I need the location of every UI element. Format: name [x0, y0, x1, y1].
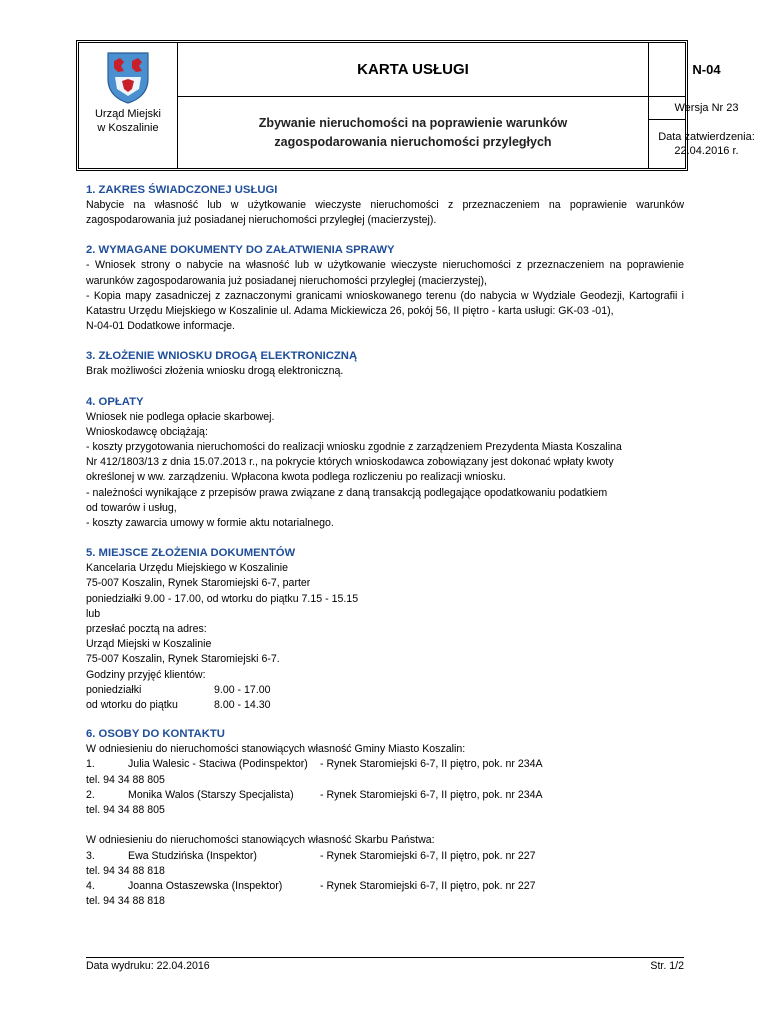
section-contacts	[86, 727, 684, 909]
contact-name: Joanna Ostaszewska (Inspektor)	[128, 879, 283, 892]
contact-address: - Rynek Staromiejski 6-7, II piętro, pok. nr 227	[320, 879, 536, 892]
coat-of-arms	[79, 43, 177, 168]
contact-row	[86, 879, 684, 894]
contact-name: Julia Walesic - Staciwa (Podinspektor)	[128, 758, 308, 771]
text-line: - należności wynikające z przepisów prawa związane z daną transakcją podlegające opodatkowaniu podatkiem	[86, 486, 608, 499]
section-heading: 1. ZAKRES ŚWIADCZONEJ USŁUGI	[86, 184, 278, 196]
contact-phone: tel. 94 34 88 805	[86, 804, 165, 817]
contacts-intro: W odniesieniu do nieruchomości stanowiących własność Gminy Miasto Koszalin:	[86, 743, 466, 756]
text-line: Nr 412/1803/13 z dnia 15.07.2013 r., na pokrycie których wnioskodawca zobowiązany jest dokonać wpłaty kwoty	[86, 456, 614, 469]
approval-date: 22.04.2016 r.	[674, 145, 739, 157]
contact-name: Monika Walos (Starszy Specjalista)	[128, 788, 294, 801]
office-name-line2: w Koszalinie	[97, 122, 159, 134]
text-line: lub	[86, 607, 101, 620]
card-code: N-04	[692, 62, 721, 77]
text-line: Wnioskodawcę obciążają:	[86, 425, 208, 438]
contact-row	[86, 849, 684, 864]
text-line: 75-007 Koszalin, Rynek Staromiejski 6-7.	[86, 653, 280, 666]
service-title	[178, 97, 648, 168]
text-line: - koszty zawarcia umowy w formie aktu notarialnego.	[86, 517, 334, 530]
contact-number: 4.	[86, 879, 95, 892]
text-line: Kancelaria Urzędu Miejskiego w Koszalinie	[86, 562, 288, 575]
contact-phone: tel. 94 34 88 805	[86, 773, 165, 786]
section-heading: 5. MIEJSCE ZŁOŻENIA DOKUMENTÓW	[86, 547, 296, 560]
approval-label: Data zatwierdzenia:	[658, 131, 755, 143]
contact-number: 2.	[86, 788, 95, 801]
hours-time: 9.00 - 17.00	[214, 683, 271, 696]
section-submission-place	[86, 546, 684, 713]
office-name-line1: Urząd Miejski	[94, 108, 161, 120]
list-item: N-04-01 Dodatkowe informacje.	[86, 320, 235, 333]
page-footer	[86, 960, 684, 972]
section-heading: 2. WYMAGANE DOKUMENTY DO ZAŁATWIENIA SPRAWY	[86, 244, 395, 257]
hours-time: 8.00 - 14.30	[214, 699, 271, 712]
section-text: Nabycie na własność lub w użytkowanie wieczyste nieruchomości z przeznaczeniem na poprawienie warunków zagospodarowania już posiadanej nieruchomości przyległej (macierzystej).	[86, 199, 684, 227]
contact-phone: tel. 94 34 88 818	[86, 864, 165, 877]
text-line: Wniosek nie podlega opłacie skarbowej.	[86, 410, 275, 423]
text-line: przesłać pocztą na adres:	[86, 623, 207, 636]
section-heading: 4. OPŁATY	[86, 395, 144, 408]
hours-day: poniedziałki	[86, 683, 142, 696]
card-title: KARTA USŁUGI	[357, 61, 469, 78]
service-title-line1: Zbywanie nieruchomości na poprawienie warunków	[258, 115, 568, 130]
contacts-intro: W odniesieniu do nieruchomości stanowiących własność Skarbu Państwa:	[86, 834, 435, 847]
contact-address: - Rynek Staromiejski 6-7, II piętro, pok. nr 234A	[320, 758, 543, 771]
contact-row	[86, 757, 684, 772]
service-title-line2: zagospodarowania nieruchomości przyległych	[274, 134, 552, 149]
list-item: - Kopia mapy zasadniczej z zaznaczonymi granicami wnioskowanego terenu (do nabycia w Wydziale Geodezji, Kartografii i Katastru Urzędu Miejskiego w Koszalinie ul. Adama Mickiewicza 26, pokój 56, II piętro - karta usługi: GK-03 -01),	[86, 289, 684, 318]
text-line: Godziny przyjęć klientów:	[86, 668, 206, 681]
hours-row	[86, 683, 684, 698]
section-heading: 3. ZŁOŻENIE WNIOSKU DROGĄ ELEKTRONICZNĄ	[86, 350, 358, 363]
text-line: od towarów i usług,	[86, 501, 177, 514]
contact-address: - Rynek Staromiejski 6-7, II piętro, pok. nr 234A	[320, 788, 543, 801]
section-electronic-submission	[86, 349, 684, 379]
version: Wersja Nr 23	[674, 102, 739, 114]
text-line: 75-007 Koszalin, Rynek Staromiejski 6-7, parter	[86, 577, 311, 590]
coat-of-arms-icon	[105, 49, 151, 105]
hours-row	[86, 698, 684, 713]
header-table	[76, 40, 755, 171]
contact-name: Ewa Studzińska (Inspektor)	[128, 849, 257, 862]
document-body	[86, 183, 684, 909]
page-number: Str. 1/2	[650, 960, 684, 972]
hours-day: od wtorku do piątku	[86, 699, 178, 712]
text-line: poniedziałki 9.00 - 17.00, od wtorku do piątku 7.15 - 15.15	[86, 592, 359, 605]
contact-number: 3.	[86, 849, 95, 862]
contact-phone: tel. 94 34 88 818	[86, 895, 165, 908]
section-heading: 6. OSOBY DO KONTAKTU	[86, 728, 225, 741]
footer-divider	[86, 957, 684, 958]
contact-number: 1.	[86, 758, 95, 771]
approval-date-cell	[649, 120, 764, 168]
section-scope	[86, 183, 684, 228]
contact-row	[86, 788, 684, 803]
list-item: - Wniosek strony o nabycie na własność lub w użytkowanie wieczyste nieruchomości z przeznaczeniem na poprawienie warunków zagospodarowania już posiadanej nieruchomości przyległej (macierzystej),	[86, 259, 684, 287]
text-line: określonej w ww. zarządzeniu. Wpłacona kwota podlega rozliczeniu po realizacji wniosku.	[86, 471, 506, 484]
print-date: Data wydruku: 22.04.2016	[86, 960, 210, 972]
section-fees	[86, 395, 684, 532]
contact-address: - Rynek Staromiejski 6-7, II piętro, pok. nr 227	[320, 849, 536, 862]
text-line: Urząd Miejski w Koszalinie	[86, 638, 212, 651]
text-line: - koszty przygotowania nieruchomości do realizacji wniosku zgodnie z zarządzeniem Prezydenta Miasta Koszalina	[86, 441, 622, 454]
section-text: Brak możliwości złożenia wniosku drogą elektroniczną.	[86, 365, 344, 378]
section-required-documents	[86, 243, 684, 334]
